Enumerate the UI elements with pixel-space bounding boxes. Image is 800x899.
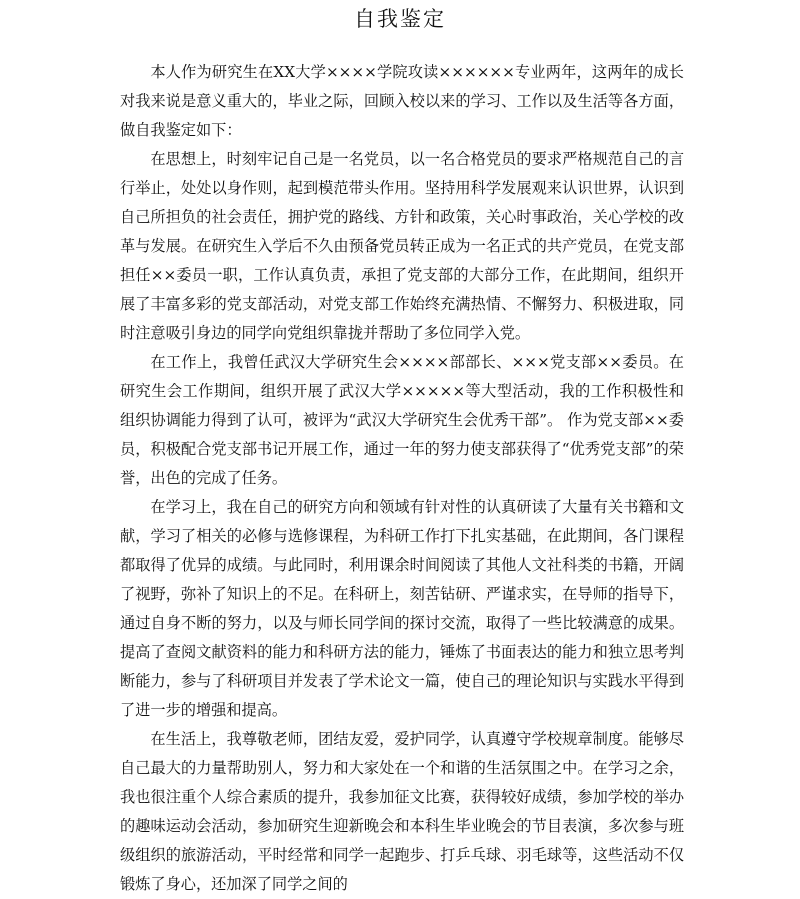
paragraph-work: 在工作上，我曾任武汉大学研究生会××××部部长、×××党支部××委员。在研究生会工作期间，组织开展了武汉大学×××××等大型活动，我的工作积极性和组织协调能力得到了认可，被评为“武汉大学研究生会优秀干部”。 作为党支部××委员，积极配合党支部书记开展工作，通过一年的努力使支部获得了“优秀党支部”的荣誉，出色的完成了任务。 bbox=[120, 353, 684, 487]
paragraph-intro: 本人作为研究生在XX大学××××学院攻读××××××专业两年，这两年的成长对我来说是意义重大的，毕业之际，回顾入校以来的学习、工作以及生活等各方面，做自我鉴定如下： bbox=[120, 63, 684, 139]
paragraph-ideology: 在思想上，时刻牢记自己是一名党员，以一名合格党员的要求严格规范自己的言行举止，处处以身作则，起到模范带头作用。坚持用科学发展观来认识世界，认识到自己所担负的社会责任，拥护党的路线、方针和政策，关心时事政治，关心学校的改革与发展。在研究生入学后不久由预备党员转正成为一名正式的共产党员，在党支部担任××委员一职，工作认真负责，承担了党支部的大部分工作，在此期间，组织开展了丰富多彩的党支部活动，对党支部工作始终充满热情、不懈努力、积极进取，同时注意吸引身边的同学向党组织靠拢并帮助了多位同学入党。 bbox=[120, 150, 684, 342]
document-title: 自我鉴定 bbox=[354, 7, 446, 31]
paragraph-life: 在生活上，我尊敬老师，团结友爱，爱护同学，认真遵守学校规章制度。能够尽自己最大的力量帮助别人，努力和大家处在一个和谐的生活氛围之中。在学习之余，我也很注重个人综合素质的提升，我参加征文比赛，获得较好成绩，参加学校的举办的趣味运动会活动，参加研究生迎新晚会和本科生毕业晚会的节目表演，多次参与班级组织的旅游活动，平时经常和同学一起跑步、打乒乓球、羽毛球等，这些活动不仅锻炼了身心，还加深了同学之间的 bbox=[120, 730, 684, 893]
document-body bbox=[120, 58, 684, 899]
paragraph-study: 在学习上，我在自己的研究方向和领域有针对性的认真研读了大量有关书籍和文献，学习了相关的必修与选修课程，为科研工作打下扎实基础，在此期间，各门课程都取得了优异的成绩。与此同时，利用课余时间阅读了其他人文社科类的书籍，开阔了视野，弥补了知识上的不足。在科研上，刻苦钻研、严谨求实，在导师的指导下，通过自身不断的努力，以及与师长同学间的探讨交流，取得了一些比较满意的成果。提高了查阅文献资料的能力和科研方法的能力，锤炼了书面表达的能力和独立思考判断能力，参与了科研项目并发表了学术论文一篇，使自己的理论知识与实践水平得到了进一步的增强和提高。 bbox=[120, 498, 684, 719]
